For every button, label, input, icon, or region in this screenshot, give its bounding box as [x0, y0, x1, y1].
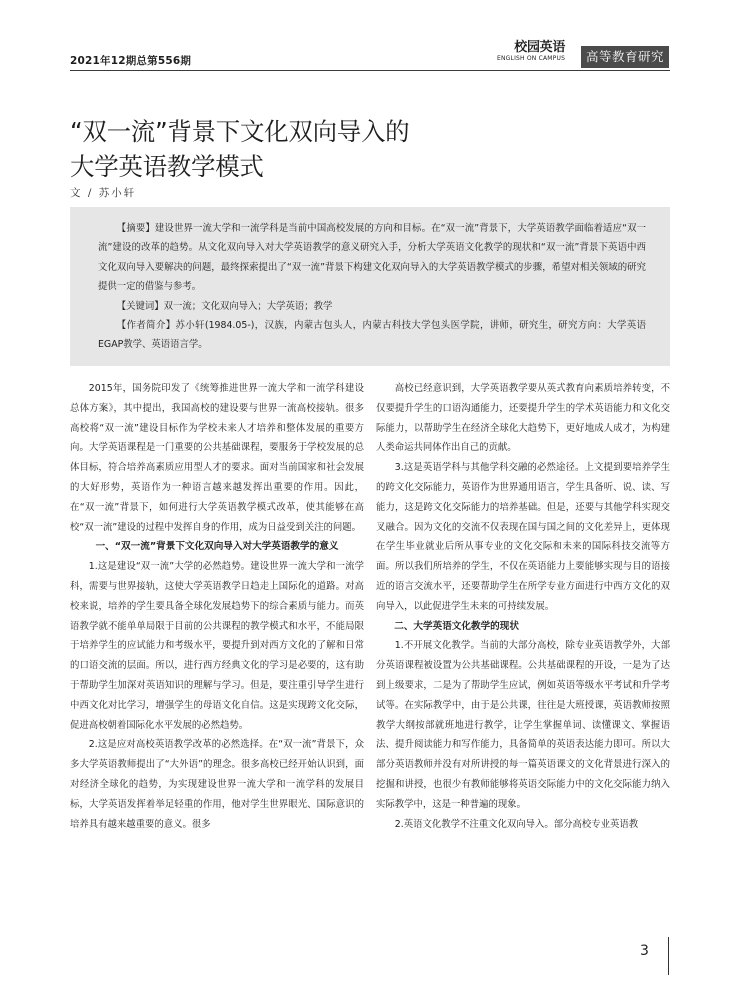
paragraph: 1.不开展文化教学。当前的大部分高校，除专业英语教学外，大部分英语课程被设置为公共基础课程。公共基础课程的开设，一是为了达到上级要求，二是为了帮助学生应试，例如英语等级水平考试和升学考试等。在实际教学中，由于是公共课，往往是大班授课，英语教师按照教学大纲按部就班地进行教学，让学生掌握单词、读懂课文、掌握语法、提升阅读能力和写作能力，具备简单的英语表达能力即可。所以大部分英语教师并没有对所讲授的每一篇英语课文的文化背景进行深入的挖掘和讲授，也很少有教师能够将英语交际能力中的文化交际能力纳入实际教学中，这是一种普遍的现象。 — [376, 640, 670, 810]
article-title — [70, 114, 409, 184]
section-heading-1: 一、“双一流”背景下文化双向导入对大学英语教学的意义 — [95, 541, 339, 553]
abstract-keywords: 【关键词】双一流；文化双向导入；大学英语；教学 — [116, 300, 333, 312]
title-line-1: “双一流”背景下文化双向导入的 — [70, 117, 410, 146]
header-rule — [70, 70, 670, 71]
paragraph: 2015年，国务院印发了《统筹推进世界一流大学和一流学科建设总体方案》，其中提出，我国高校的建设要与世界一流高校接轨。很多高校将“双一流”建设目标作为学校未来人才培养和整体发展的重要方向。大学英语课程是一门重要的公共基础课程，要服务于学校发展的总体目标，符合培养高素质应用型人才的要求。面对当前国家和社会发展的大好形势，英语作为一种语言越来越发挥出重要的作用。因此，在“双一流”背景下，如何进行大学英语教学模式改革，使其能够在高校“双一流”建设的过程中发挥自身的作用，成为日益受到关注的问题。 — [70, 383, 364, 533]
abstract-author: 【作者简介】苏小轩(1984.05-)，汉族，内蒙古包头人，内蒙古科技大学包头医学院，讲师，研究生，研究方向：大学英语EGAP教学、英语语言学。 — [98, 320, 646, 351]
footer-rule — [668, 937, 669, 975]
abstract-summary: 【摘要】建设世界一流大学和一流学科是当前中国高校发展的方向和目标。在“双一流”背景下，大学英语教学面临着适应“双一流”建设的改革的趋势。从文化双向导入对大学英语教学的意义研究入手，分析大学英语文化教学的现状和“双一流”背景下英语中西文化双向导入要解决的问题，最终探索提出了“双一流”背景下构建文化双向导入的大学英语教学模式的步骤，希望对相关领域的研究提供一定的借鉴与参考。 — [98, 223, 646, 293]
page-number: 3 — [640, 943, 649, 959]
section-heading-2: 二、大学英语文化教学的现状 — [394, 620, 519, 632]
title-line-2: 大学英语教学模式 — [70, 152, 264, 181]
section-badge: 高等教育研究 — [581, 46, 669, 68]
byline: 文 / 苏小轩 — [70, 187, 137, 199]
right-column — [376, 379, 670, 834]
paragraph: 2.英语文化教学不注重文化双向导入。部分高校专业英语教 — [394, 818, 639, 830]
paragraph: 3.这是英语学科与其他学科交融的必然途径。上文提到要培养学生的跨文化交际能力，英语作为世界通用语言，学生具备听、说、读、写能力，这是跨文化交际能力的培养基础。但是，还要与其他学科实现交叉融合。因为文化的交流不仅表现在国与国之间的文化差异上，更体现在学生毕业就业后所从事专业的文化交际和未来的国际科技交流等方面。所以我们所培养的学生，不仅在英语能力上要能够实现与目的语接近的语言交流水平，还要帮助学生在所学专业方面进行中西方文化的双向导入，以此促进学生未来的可持续发展。 — [376, 462, 670, 612]
abstract-box — [70, 207, 670, 366]
paragraph: 2.这是应对高校英语教学改革的必然选择。在“双一流”背景下，众多大学英语教师提出了“大外语”的理念。很多高校已经开始认识到，面对经济全球化的趋势，为实现建设世界一流大学和一流学科的发展目标，大学英语发挥着举足轻重的作用，他对学生世界眼光、国际意识的培养具有越来越重要的意义。很多 — [70, 739, 364, 830]
brand-en: ENGLISH ON CAMPUS — [497, 55, 566, 62]
brand-cn: 校园英语 — [514, 40, 566, 55]
paragraph: 高校已经意识到，大学英语教学要从英式教育向素质培养转变，不仅要提升学生的口语沟通能力，还要提升学生的学术英语能力和文化交际能力，以帮助学生在经济全球化大趋势下，更好地成人成才，为构建人类命运共同体作出自己的贡献。 — [376, 383, 670, 454]
paragraph: 1.这是建设“双一流”大学的必然趋势。建设世界一流大学和一流学科，需要与世界接轨，这使大学英语教学日趋走上国际化的道路。对高校来说，培养的学生要具备全球化发展趋势下的综合素质与能力。而英语教学就不能单单局限于目前的公共课程的教学模式和水平，不能局限于培养学生的应试能力和考级水平，要提升到对西方文化的了解和日常的口语交流的层面。所以，进行西方经典文化的学习是必要的，这有助于帮助学生加深对英语知识的理解与学习。但是，要注重引导学生进行中西文化对比学习，增强学生的母语文化自信。这是实现跨文化交际，促进高校朝着国际化水平发展的必然趋势。 — [70, 561, 364, 731]
left-column — [70, 379, 364, 834]
issue-label: 2021年12期总第556期 — [70, 55, 192, 67]
journal-brand — [497, 41, 565, 62]
